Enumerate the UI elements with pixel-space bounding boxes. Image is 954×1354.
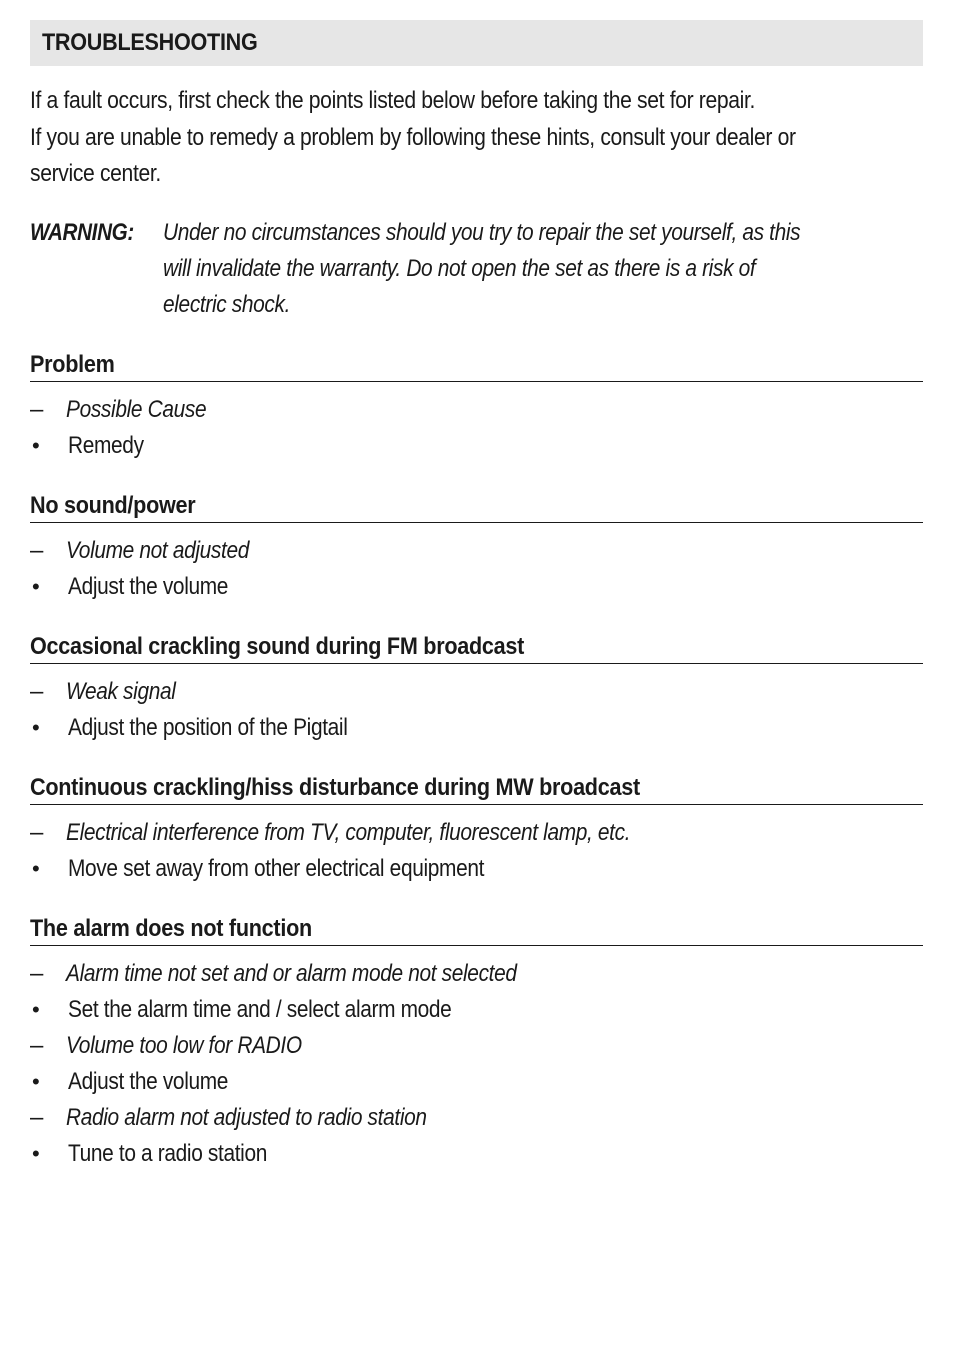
bullet-marker: •: [32, 855, 40, 881]
section-heading-text: No sound/power: [30, 491, 196, 519]
remedy-text: Adjust the volume: [68, 1067, 229, 1095]
page-title: TROUBLESHOOTING: [42, 29, 258, 56]
intro-line: If you are unable to remedy a problem by following these hints, consult your dealer or: [30, 123, 796, 151]
remedy-text: Adjust the volume: [68, 572, 229, 600]
dash-marker: –: [30, 1031, 43, 1059]
remedy-item: [30, 992, 923, 1028]
problem-section: [30, 772, 923, 887]
dash-marker: –: [30, 536, 43, 564]
cause-text: Alarm time not set and or alarm mode not selected: [66, 959, 517, 987]
dash-marker: –: [30, 677, 43, 705]
cause-remedy-list: [30, 815, 923, 887]
bullet-marker: •: [32, 996, 40, 1022]
warning-line: Under no circumstances should you try to repair the set yourself, as this: [163, 218, 801, 246]
remedy-item: [30, 851, 923, 887]
remedy-item: [30, 569, 923, 605]
dash-marker: –: [30, 395, 43, 423]
intro-line: service center.: [30, 160, 161, 187]
section-heading: [30, 490, 923, 523]
problem-section: [30, 349, 923, 464]
troubleshooting-page: [30, 20, 923, 1172]
section-heading-text: The alarm does not function: [30, 914, 312, 942]
cause-item: [30, 815, 923, 851]
remedy-text: Move set away from other electrical equipment: [68, 854, 485, 882]
warning-block: [30, 215, 923, 323]
intro-paragraph: [30, 83, 923, 193]
warning-label: WARNING:: [30, 218, 134, 246]
section-heading: [30, 349, 923, 382]
section-heading-text: Occasional crackling sound during FM broadcast: [30, 632, 525, 660]
header-bar: [30, 20, 923, 66]
problem-section: [30, 490, 923, 605]
remedy-item: [30, 710, 923, 746]
problem-section: [30, 631, 923, 746]
bullet-marker: •: [32, 432, 40, 458]
troubleshooting-sections: [30, 349, 923, 1172]
cause-item: [30, 1100, 923, 1136]
cause-item: [30, 392, 923, 428]
remedy-text: Set the alarm time and / select alarm mode: [68, 995, 452, 1023]
cause-text: Volume not adjusted: [66, 536, 249, 564]
cause-remedy-list: [30, 392, 923, 464]
dash-marker: –: [30, 818, 43, 846]
bullet-marker: •: [32, 573, 40, 599]
remedy-item: [30, 428, 923, 464]
problem-section: [30, 913, 923, 1172]
bullet-marker: •: [32, 1140, 40, 1166]
cause-remedy-list: [30, 674, 923, 746]
cause-item: [30, 674, 923, 710]
remedy-text: Remedy: [68, 431, 144, 459]
cause-item: [30, 533, 923, 569]
cause-remedy-list: [30, 956, 923, 1172]
bullet-marker: •: [32, 1068, 40, 1094]
dash-marker: –: [30, 1103, 43, 1131]
cause-text: Volume too low for RADIO: [66, 1031, 302, 1059]
section-heading-text: Continuous crackling/hiss disturbance during MW broadcast: [30, 773, 640, 801]
bullet-marker: •: [32, 714, 40, 740]
cause-text: Radio alarm not adjusted to radio station: [66, 1103, 427, 1131]
dash-marker: –: [30, 959, 43, 987]
warning-line: will invalidate the warranty. Do not open the set as there is a risk of: [163, 254, 756, 282]
cause-item: [30, 956, 923, 992]
cause-item: [30, 1028, 923, 1064]
section-heading: [30, 631, 923, 664]
section-heading-text: Problem: [30, 350, 115, 378]
cause-remedy-list: [30, 533, 923, 605]
cause-text: Weak signal: [66, 677, 176, 705]
intro-line: If a fault occurs, first check the points listed below before taking the set for repair.: [30, 87, 756, 114]
section-heading: [30, 772, 923, 805]
remedy-item: [30, 1136, 923, 1172]
remedy-text: Adjust the position of the Pigtail: [68, 713, 348, 741]
warning-line: electric shock.: [163, 290, 291, 318]
cause-text: Possible Cause: [66, 395, 207, 423]
section-heading: [30, 913, 923, 946]
warning-text: [163, 215, 895, 323]
remedy-item: [30, 1064, 923, 1100]
remedy-text: Tune to a radio station: [68, 1139, 267, 1167]
cause-text: Electrical interference from TV, computer, fluorescent lamp, etc.: [66, 818, 631, 846]
